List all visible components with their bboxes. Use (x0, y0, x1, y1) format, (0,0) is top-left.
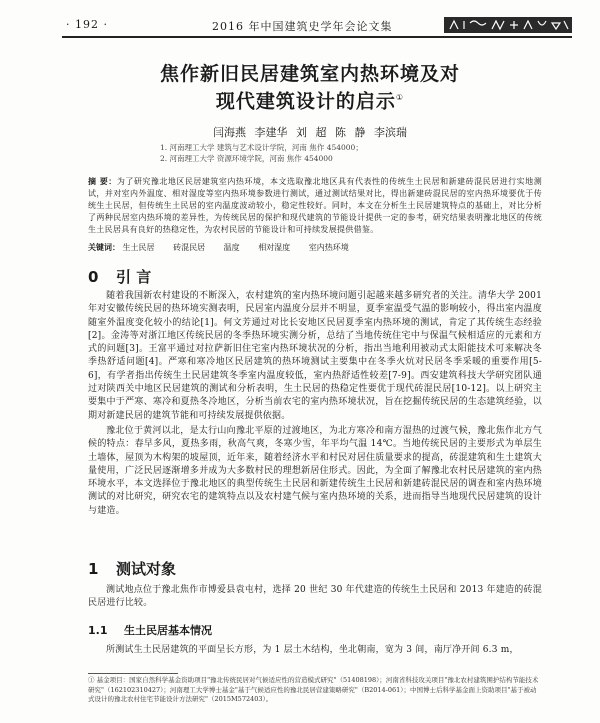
funding-footnote: ① 基金项目：国家自然科学基金资助项目"豫北传统民居对气候适应性的营造模式研究"（51408198）；河南省科技攻关项目"豫北农村建筑围护结构节能技术研究"（162102310427）；河南理工大学博士基金"基于气候适应性的豫北民居营建策略研究"（B2014-061）；中国博士后科学基金面上资助项目"基于被动式设计的豫北农村住宅节能设计方法研究"（2015M572403）。 (88, 676, 539, 703)
paper-title (100, 62, 520, 113)
keywords (88, 242, 542, 253)
title-line-1: 焦作新旧民居建筑室内热环境及对 (159, 63, 460, 85)
affiliation-1: 1. 河南理工大学 建筑与艺术设计学院，河南 焦作 454000； (160, 143, 363, 152)
header-ornament-icon (444, 17, 572, 33)
keyword: 室内热环境 (308, 243, 349, 252)
abstract-label: 摘 要： (88, 177, 117, 186)
section-title: 测试对象 (116, 560, 177, 578)
author-list: 闫海燕 李建华 刘 超 陈 静 李滨瑞 (213, 126, 407, 139)
running-title: 2016 年中国建筑史学年会论文集 (212, 20, 393, 33)
section-number: 0 (88, 268, 99, 286)
subsection-paragraph-text: 所测试生土民居建筑的平面呈长方形，为 1 层土木结构，坐北朝南，宽为 3 间，南厅净开间 6.3 m， (106, 645, 519, 655)
page-number: · 192 · (66, 18, 108, 31)
running-header (62, 14, 572, 38)
keyword: 相对湿度 (258, 243, 291, 252)
abstract-text: 为了研究豫北地区民居建筑室内热环境，本文选取豫北地区具有代表性的传统生土民居和新建砖混民居进行实地测试，并对室内外温度、相对湿度等室内热环境参数进行测试，通过测试结果对比，得出新建砖混民居的室内热环境要优于传统生土民居，但传统生土民居的室内温度波动较小，稳定性较好。同时，本文在分析生土民居建筑特点的基础上，对比分析了两种民居室内热环境的差异性，为传统民居的保护和现代建筑的节能设计提供一定的参考，研究结果表明豫北地区的传统生土民居具有良好的热稳定性，为农村民居的节能设计和可持续发展提供借鉴。 (88, 177, 542, 234)
intro-paragraph-2-text: 豫北位于黄河以北，是太行山向豫北平原的过渡地区，为北方寒冷和南方湿热的过渡气候，豫北焦作北方气候的特点：春早多风，夏热多雨，秋高气爽，冬寒少雪，年平均气温 14℃。当地传统民居的主要形式为单层生土墙体，屋顶为木构架的坡屋顶，近年来，随着经济水平和村民对居住质量要求的提高，砖混建筑和生土建筑大量使用，广泛民居逐渐增多并成为大多数村民的理想新居住形式。因此，为全面了解豫北农村民居建筑的室内热环境水平，本文选择位于豫北地区的典型传统生土民居和新建传统生土民居和新建砖混民居的调查和室内热环境测试的对比研究，研究农宅的建筑特点以及农村建气候与室内热环境的关系，进而指导当地现代民居建筑的设计与建造。 (88, 426, 542, 516)
subsection-title: 生土民居基本情况 (124, 624, 212, 637)
keyword: 温度 (223, 243, 240, 252)
keyword: 生土民居 (122, 243, 155, 252)
object-paragraph-text: 测试地点位于豫北焦作市博爱县袁屯村，选择 20 世纪 30 年代建造的传统生土民居和 2013 年建造的砖混民居进行比较。 (88, 585, 542, 609)
section-number: 1 (88, 560, 99, 578)
abstract (88, 176, 542, 236)
intro-paragraph-1-text: 随着我国新农村建设的不断深入，农村建筑的室内热环境问题引起越来越多研究者的关注。清华大学 2001 年对安徽传统民居的热环境实测表明，民居室内温度分层并不明显，夏季室温受气温的影响较小，得出室内温度随室外温度变化较小的结论[1]。何文芳通过对比长安地区民居夏季室内热环境的测试，肯定了其传统生态经验[2]。金涛等对浙江地区传统民居的冬季热环境实测分析，总结了当地传统住宅中与保温气候相适应的元素和方式的问题[3]。王富平通过对拉萨新旧住宅室内热环境状况的分析，指出当地利用被动式太阳能技术可来解决冬季热舒适问题[4]。严寒和寒冷地区民居建筑的热环境测试主要集中在冬季火炕对民居冬季采暖的重要作用[5-6]，有学者指出传统生土民居建筑冬季室内温度较低，室内热舒适性较差[7-9]。西安建筑科技大学研究团队通过对陕西关中地区民居建筑的测试和分析表明，生土民居的热稳定性要优于现代砖混民居[10-12]。以上研究主要集中于严寒、寒冷和夏热冬冷地区，分析当前农宅的室内热环境状况，旨在挖掘传统民居的生态建筑经验，以期对新建民居的建筑节能和可持续发展提供依据。 (88, 291, 542, 421)
section-heading-intro (88, 266, 151, 287)
keyword: 砖混民居 (173, 243, 206, 252)
title-line-2 (100, 86, 520, 113)
title-line-2-text: 现代建筑设计的启示 (215, 90, 396, 113)
subsection-heading (88, 622, 212, 638)
footnote-divider (88, 673, 178, 674)
affiliation-2: 2. 河南理工大学 资源环境学院，河南 焦作 454000 (160, 154, 333, 163)
intro-paragraph-2 (88, 425, 542, 518)
section-heading-object (88, 558, 176, 579)
intro-paragraph-1 (88, 290, 542, 423)
keywords-label: 关键词： (88, 243, 120, 252)
title-footnote-marker: ① (395, 93, 405, 102)
subsection-number: 1.1 (88, 624, 108, 637)
section-title: 引 言 (116, 268, 152, 286)
object-paragraph (88, 584, 542, 611)
subsection-paragraph (88, 644, 542, 657)
